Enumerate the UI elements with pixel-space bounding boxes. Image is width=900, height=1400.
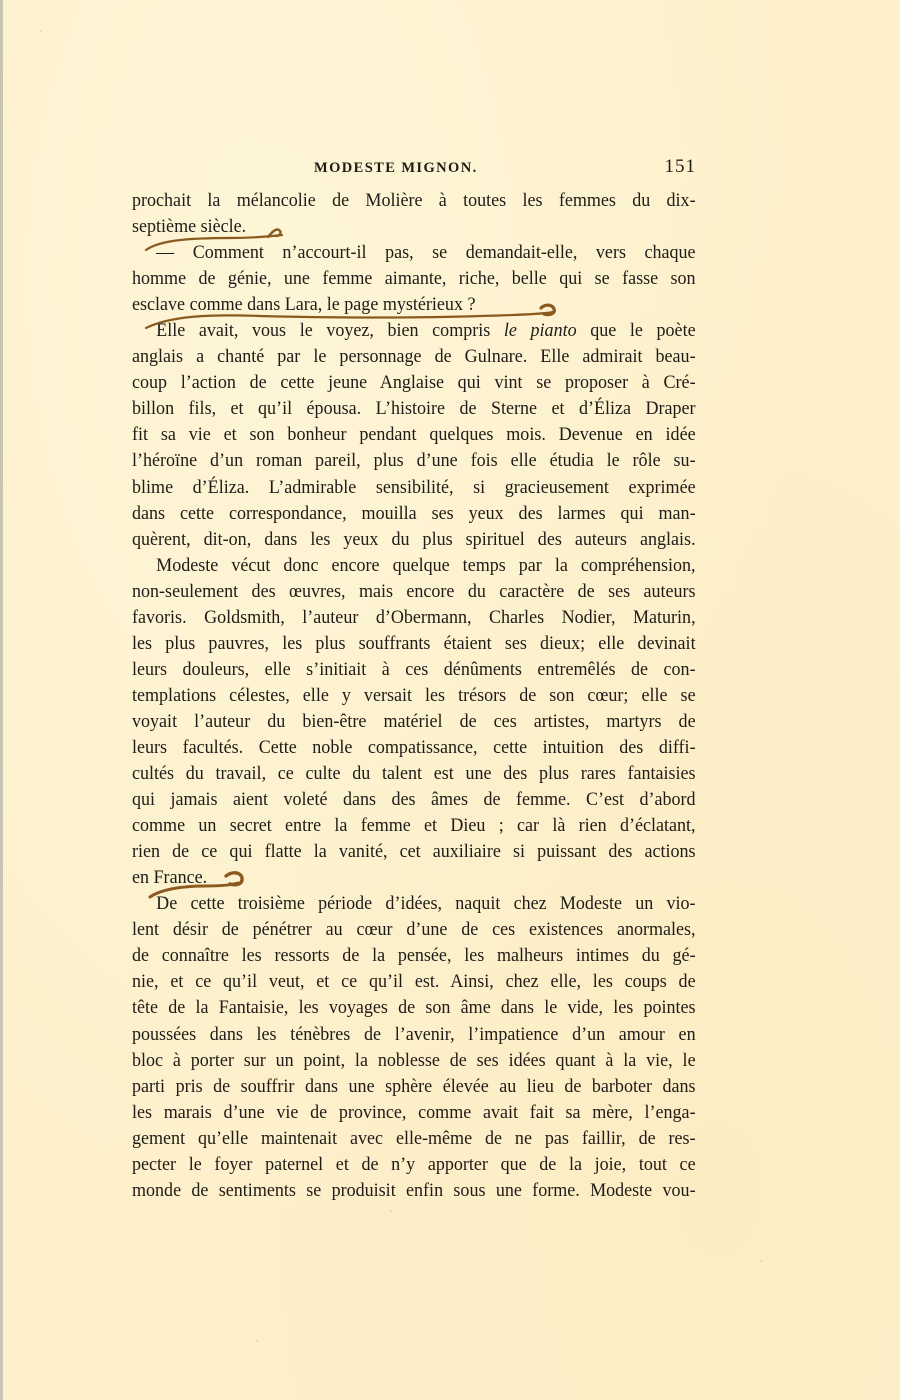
text-line: gement qu’elle maintenait avec elle-même de ne pas faillir, de res- — [132, 1127, 696, 1149]
text-line: bloc à porter sur un point, la noblesse de ses idées quant à la vie, le — [132, 1049, 696, 1071]
text-line: homme de génie, une femme aimante, riche, belle qui se fasse son — [132, 268, 696, 290]
text-line: De cette troisième période d’idées, naquit chez Modeste un vio- — [156, 893, 696, 915]
text-line: quèrent, dit-on, dans les yeux du plus spirituel des auteurs anglais. — [132, 528, 696, 550]
paper-speck — [760, 1260, 762, 1262]
text-line: l’héroïne d’un roman pareil, plus d’une fois elle étudia le rôle su- — [132, 450, 696, 472]
text-line: dans cette correspondance, mouilla ses yeux des larmes qui man- — [132, 502, 696, 524]
text-line: les marais d’une vie de province, comme avait fait sa mère, l’enga- — [132, 1101, 696, 1123]
text-line: favoris. Goldsmith, l’auteur d’Obermann, Charles Nodier, Maturin, — [132, 606, 696, 628]
text-line: nie, et ce qu’il veut, et ce qu’il est. Ainsi, chez elle, les coups de — [132, 971, 696, 993]
page-edge — [0, 0, 3, 1400]
running-title: MODESTE MIGNON. — [314, 160, 478, 176]
text-line: parti pris de souffrir dans une sphère élevée au lieu de barboter dans — [132, 1075, 696, 1097]
text-line: de connaître les ressorts de la pensée, les malheurs intimes du gé- — [132, 945, 696, 967]
text-line: leurs facultés. Cette noble compatissance, cette intuition des diffi- — [132, 736, 696, 758]
text-line: leurs douleurs, elle s’initiait à ces dénûments entremêlés de con- — [132, 658, 696, 680]
text-line: rien de ce qui flatte la vanité, cet auxiliaire si puissant des actions — [132, 841, 696, 863]
paper-speck — [256, 1340, 258, 1342]
text-line: tête de la Fantaisie, les voyages de son âme dans le vide, les pointes — [132, 997, 696, 1019]
text-line: lent désir de pénétrer au cœur d’une de ces existences anormales, — [132, 919, 696, 941]
text-line: qui jamais aient voleté dans des âmes de femme. C’est d’abord — [132, 789, 696, 811]
text-line: non-seulement des œuvres, mais encore du caractère de ses auteurs — [132, 580, 696, 602]
text-line: comme un secret entre la femme et Dieu ; car là rien d’éclatant, — [132, 815, 696, 837]
paper-speck — [40, 30, 42, 32]
text-line: cultés du travail, ce culte du talent est une des plus rares fantaisies — [132, 763, 696, 785]
text-line: pecter le foyer paternel et de n’y apporter que de la joie, tout ce — [132, 1153, 696, 1175]
text-run: Elle avait, vous le voyez, bien compris — [156, 320, 504, 342]
text-line: blime d’Éliza. L’admirable sensibilité, si gracieusement exprimée — [132, 476, 696, 498]
text-line: les plus pauvres, les plus souffrants étaient ses dieux; elle devinait — [132, 632, 696, 654]
paper-speck — [390, 1210, 392, 1212]
running-head — [132, 157, 696, 181]
text-line: fit sa vie et son bonheur pendant quelques mois. Devenue en idée — [132, 424, 696, 446]
text-line: poussées dans les ténèbres de l’avenir, l’impatience d’un amour en — [132, 1023, 696, 1045]
text-line: billon fils, et qu’il épousa. L’histoire de Sterne et d’Éliza Draper — [132, 398, 696, 420]
page-number: 151 — [664, 156, 696, 177]
text-line: prochait la mélancolie de Molière à toutes les femmes du dix- — [132, 190, 696, 211]
italic-phrase: le pianto — [503, 320, 577, 342]
text-line: coup l’action de cette jeune Anglaise qui vint se proposer à Cré- — [132, 372, 696, 394]
text-line: templations célestes, elle y versait les trésors de son cœur; elle se — [132, 684, 696, 706]
text-line: monde de sentiments se produisit enfin sous une forme. Modeste vou- — [132, 1179, 696, 1201]
text-line: — Comment n’accourt-il pas, se demandait-elle, vers chaque — [156, 242, 696, 264]
text-line: anglais a chanté par le personnage de Gulnare. Elle admirait beau- — [132, 346, 696, 368]
text-line — [132, 318, 696, 344]
text-line: septième siècle. — [132, 216, 247, 238]
text-line: Modeste vécut donc encore quelque temps par la compréhension, — [156, 554, 696, 576]
text-line: en France. — [132, 867, 208, 889]
text-line: esclave comme dans Lara, le page mystérieux ? — [132, 294, 476, 316]
text-run: que le poète — [576, 320, 696, 342]
text-line: voyait l’auteur du bien-être matériel de ces artistes, martyrs de — [132, 710, 696, 732]
body-text — [132, 188, 696, 1204]
